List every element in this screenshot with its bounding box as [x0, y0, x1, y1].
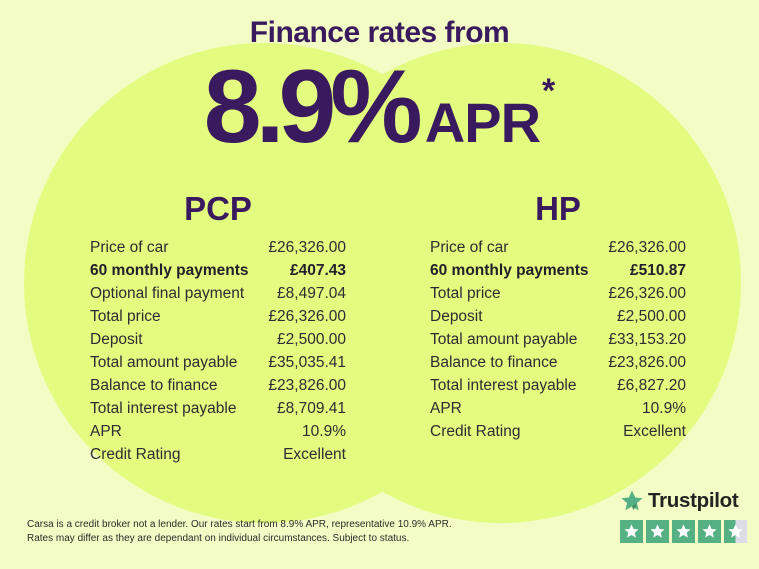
- trustpilot-star-full-icon: [646, 520, 669, 543]
- page-title: Finance rates from: [249, 16, 510, 49]
- table-row: [90, 259, 346, 282]
- legal-disclaimer: [27, 518, 457, 545]
- row-value: £23,826.00: [268, 377, 346, 394]
- rate-suffix: APR: [424, 91, 541, 154]
- row-value: £510.87: [629, 262, 686, 279]
- row-label: Deposit: [430, 308, 483, 325]
- table-row: [90, 236, 346, 259]
- row-value: £23,826.00: [608, 354, 686, 371]
- row-value: £26,326.00: [268, 308, 346, 325]
- row-label: Total amount payable: [90, 354, 238, 371]
- hp-header: HP: [535, 190, 581, 227]
- pcp-header: PCP: [184, 190, 252, 227]
- row-value: Excellent: [283, 446, 346, 463]
- row-value: £407.43: [289, 262, 346, 279]
- row-label: Optional final payment: [90, 285, 245, 302]
- headline-rate: [0, 48, 759, 167]
- row-label: Balance to finance: [430, 354, 558, 371]
- row-value: 10.9%: [302, 423, 346, 440]
- table-row: [430, 374, 686, 397]
- row-value: £2,500.00: [277, 331, 346, 348]
- table-row: [430, 259, 686, 282]
- row-label: Total interest payable: [430, 377, 577, 394]
- trustpilot-logo: [620, 489, 752, 513]
- table-row: [430, 236, 686, 259]
- table-row: [90, 443, 346, 466]
- row-value: £8,497.04: [277, 285, 346, 302]
- table-row: [430, 351, 686, 374]
- row-value: £6,827.20: [617, 377, 686, 394]
- table-row: [90, 305, 346, 328]
- pcp-table: [90, 190, 346, 466]
- row-label: Total interest payable: [90, 400, 237, 417]
- disclaimer-line-1: Carsa is a credit broker not a lender. Our rates start from 8.9% APR, representative 10.9% APR.: [27, 519, 452, 530]
- trustpilot-star-full-icon: [672, 520, 695, 543]
- row-label: Total price: [430, 285, 501, 302]
- row-label: Deposit: [90, 331, 143, 348]
- row-value: £8,709.41: [277, 400, 346, 417]
- table-row: [90, 420, 346, 443]
- table-row: [90, 374, 346, 397]
- row-value: £26,326.00: [608, 239, 686, 256]
- trustpilot-widget: [620, 489, 752, 543]
- row-value: Excellent: [623, 423, 686, 440]
- row-value: £2,500.00: [617, 308, 686, 325]
- row-label: Total amount payable: [430, 331, 578, 348]
- row-value: £26,326.00: [268, 239, 346, 256]
- row-label: Price of car: [430, 239, 509, 256]
- row-label: Credit Rating: [90, 446, 181, 463]
- trustpilot-brand-label: Trustpilot: [648, 489, 739, 512]
- table-row: [430, 282, 686, 305]
- table-row: [90, 351, 346, 374]
- table-row: [90, 282, 346, 305]
- row-value: 10.9%: [642, 400, 686, 417]
- row-value: £26,326.00: [608, 285, 686, 302]
- rate-asterisk: *: [542, 72, 556, 110]
- table-row: [430, 328, 686, 351]
- table-row: [430, 305, 686, 328]
- row-label: Total price: [90, 308, 161, 325]
- trustpilot-rating-stars: [620, 520, 752, 543]
- row-label: 60 monthly payments: [430, 262, 589, 279]
- trustpilot-star-half-icon: [724, 520, 747, 543]
- trustpilot-star-full-icon: [698, 520, 721, 543]
- row-label: Credit Rating: [430, 423, 521, 440]
- disclaimer-line-2: Rates may differ as they are dependant on individual circumstances. Subject to status.: [27, 532, 410, 544]
- row-label: APR: [430, 400, 462, 417]
- rate-value: 8.9%: [203, 49, 417, 165]
- row-label: Price of car: [90, 239, 169, 256]
- trustpilot-star-full-icon: [620, 520, 643, 543]
- row-label: 60 monthly payments: [90, 262, 249, 279]
- table-row: [90, 397, 346, 420]
- row-value: £35,035.41: [268, 354, 346, 371]
- row-label: Balance to finance: [90, 377, 218, 394]
- table-row: [430, 420, 686, 443]
- hp-table: [430, 190, 686, 443]
- table-row: [90, 328, 346, 351]
- table-row: [430, 397, 686, 420]
- row-label: APR: [90, 423, 122, 440]
- row-value: £33,153.20: [608, 331, 686, 348]
- trustpilot-star-icon: [620, 489, 644, 513]
